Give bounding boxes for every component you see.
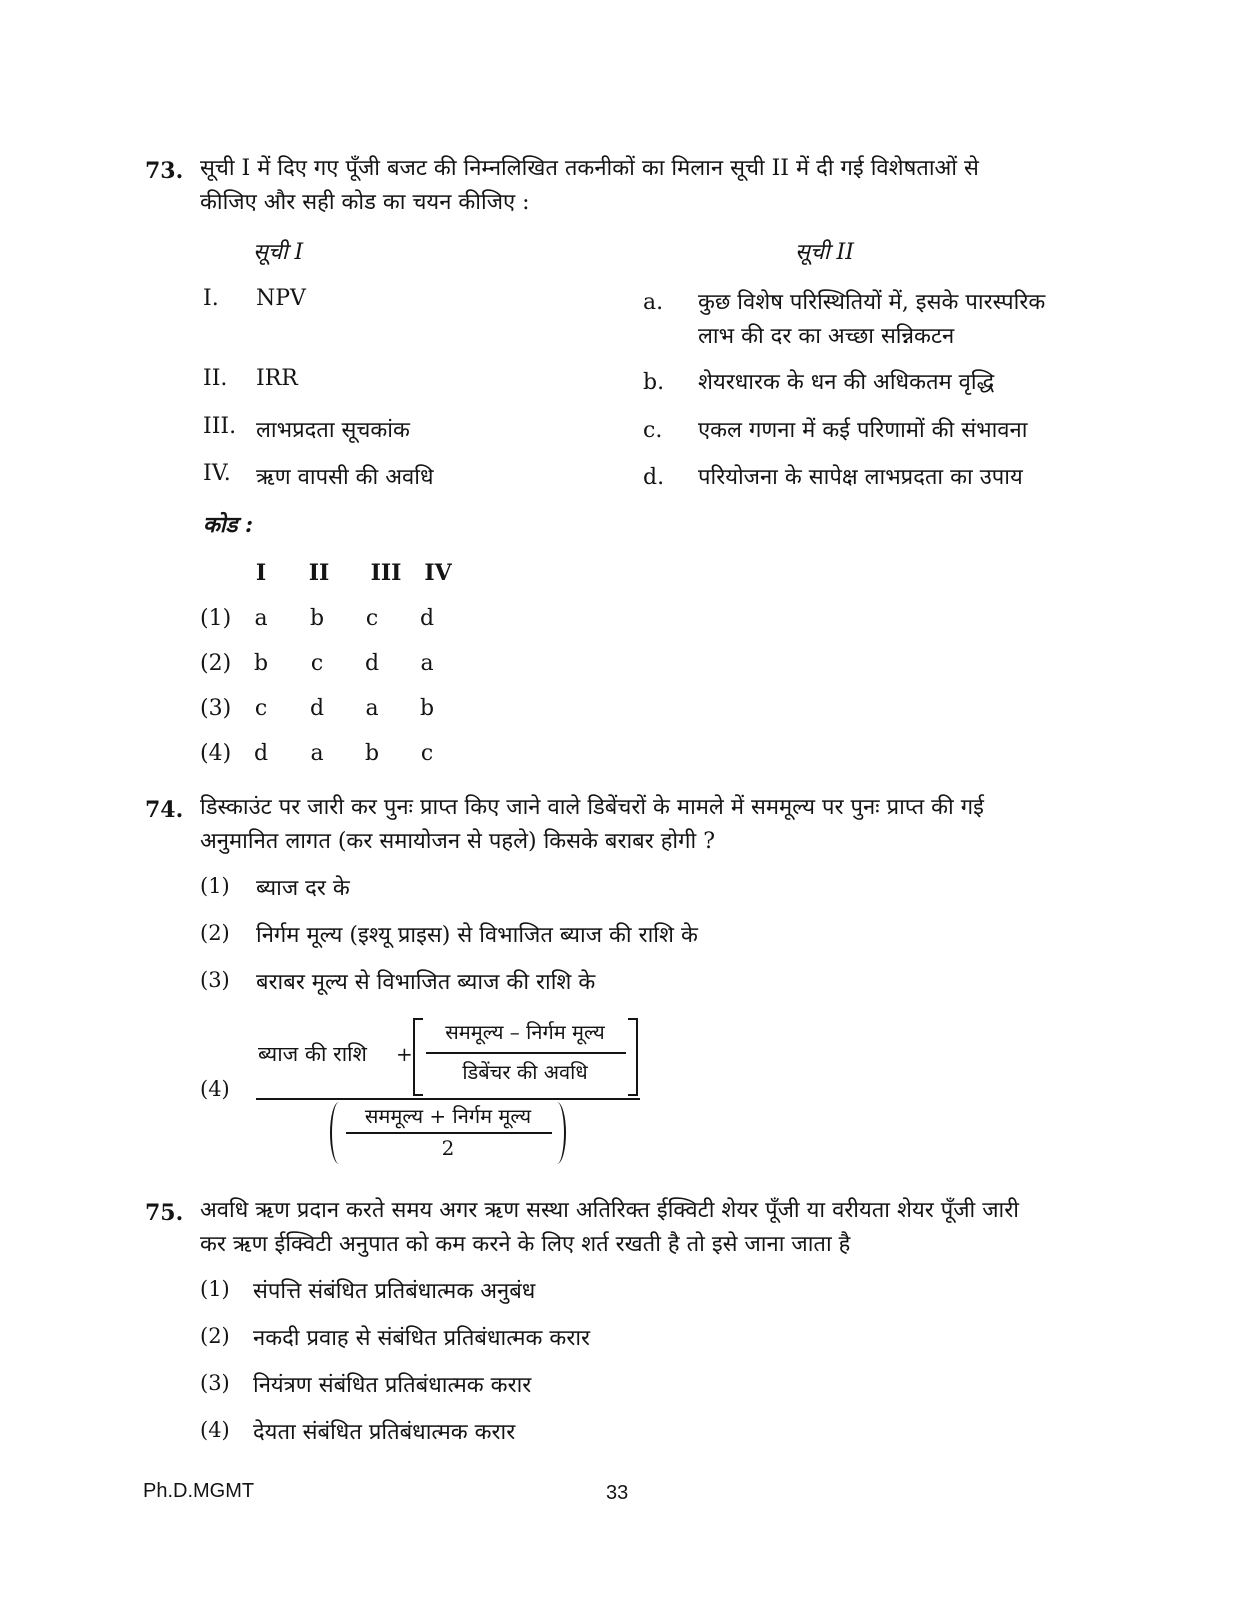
q74-text [200,791,1120,859]
q75-option-label: (3) [200,1371,230,1395]
q75-option-label: (1) [200,1277,230,1301]
list2-item-line: कुछ विशेष परिस्थितियों में, इसके पारस्परिक [698,290,1046,315]
code-cell: a [365,696,379,721]
code-cell: d [364,651,380,676]
formula-denominator-numerator: सममूल्य + निर्गम मूल्य [364,1104,532,1128]
list2-item-letter: c. [643,418,663,443]
q74-option-label: (2) [200,921,230,945]
list1-item-text: ऋण वापसी की अवधि [256,465,434,490]
q73-number: 73. [145,158,184,184]
list2-item-text: परियोजना के सापेक्ष लाभप्रदता का उपाय [698,465,1023,490]
code-header: IV [424,560,452,586]
list2-heading: सूची II [795,240,854,265]
q74-option-text: ब्याज दर के [256,876,350,901]
q75-text-line1: अवधि ऋण प्रदान करते समय अगर ऋण सस्था अतिरिक्त ईक्विटी शेयर पूँजी या वरीयता शेयर पूँजी जारी [200,1198,1019,1223]
formula-plus: + [396,1042,413,1066]
q73-text-line1: सूची I में दिए गए पूँजी बजट की निम्नलिखित तकनीकों का मिलान सूची II में दी गई विशेषताओं से [200,156,979,181]
list1-item-num: II. [203,366,228,391]
q74-option-label: (4) [200,1077,230,1101]
code-cell: c [254,696,268,721]
code-cell: a [420,651,434,676]
q74-option-label: (1) [200,874,230,898]
code-cell: c [420,741,434,766]
q75-option-text: देयता संबंधित प्रतिबंधात्मक करार [253,1420,516,1445]
code-row-label: (4) [200,741,232,766]
formula-inner-numerator: सममूल्य – निर्गम मूल्य [445,1020,605,1044]
code-cell: d [419,606,435,631]
formula-interest-amount: ब्याज की राशि [258,1042,367,1066]
code-row-label: (3) [200,696,232,721]
code-cell: b [309,606,325,631]
formula-denominator-two: 2 [441,1136,455,1160]
code-cell: b [253,651,269,676]
q75-option-label: (2) [200,1324,230,1348]
codes-label: कोड : [203,512,254,538]
list2-item-letter: a. [643,290,664,315]
q74-number: 74. [145,797,184,823]
right-bracket [628,1018,638,1096]
code-row-label: (1) [200,606,232,631]
code-cell: c [365,606,379,631]
q75-option-text: संपत्ति संबंधित प्रतिबंधात्मक अनुबंध [253,1279,536,1304]
formula [256,1010,646,1170]
code-row-label: (2) [200,651,232,676]
list2-item-text: एकल गणना में कई परिणामों की संभावना [698,418,1028,443]
code-cell: d [253,741,269,766]
list1-item-num: IV. [203,461,231,486]
list1-item-text: IRR [256,366,298,391]
q73-text [200,152,1120,220]
list1-item-text: लाभप्रदता सूचकांक [256,418,410,443]
list2-item-text [698,286,1045,354]
code-cell: b [419,696,435,721]
list2-item-text: शेयरधारक के धन की अधिकतम वृद्धि [698,370,995,395]
list1-heading: सूची I [253,240,304,265]
code-cell: c [310,651,324,676]
q74-option-label: (3) [200,968,230,992]
list2-item-letter: b. [643,370,665,395]
code-cell: a [254,606,268,631]
q75-number: 75. [145,1200,184,1226]
code-cell: d [309,696,325,721]
list2-item-letter: d. [643,465,665,490]
code-cell: b [364,741,380,766]
formula-inner-denominator: डिबेंचर की अवधि [462,1060,588,1084]
code-header: I [255,560,267,586]
q74-text-line1: डिस्काउंट पर जारी कर पुनः प्राप्त किए जाने वाले डिबेंचरों के मामले में सममूल्य पर पुनः प्राप्त की गई [200,795,984,820]
q73-text-line2: कीजिए और सही कोड का चयन कीजिए : [200,190,530,215]
list1-item-num: III. [203,414,237,439]
q75-option-text: नियंत्रण संबंधित प्रतिबंधात्मक करार [253,1373,532,1398]
footer-paper-code: Ph.D.MGMT [143,1480,255,1502]
q74-option-text: निर्गम मूल्य (इश्यू प्राइस) से विभाजित ब्याज की राशि के [256,923,698,948]
q75-option-label: (4) [200,1418,230,1442]
list2-item-line: लाभ की दर का अच्छा सन्निकटन [698,324,955,349]
q75-text [200,1194,1120,1262]
list1-item-num: I. [203,286,219,311]
q75-option-text: नकदी प्रवाह से संबंधित प्रतिबंधात्मक करार [253,1326,591,1351]
q75-text-line2: कर ऋण ईक्विटी अनुपात को कम करने के लिए शर्त रखती है तो इसे जाना जाता है [200,1232,851,1257]
code-header: II [308,560,330,586]
main-fraction-line [256,1098,640,1100]
code-header: III [370,560,402,586]
denominator-fraction-line [346,1132,552,1134]
code-cell: a [310,741,324,766]
q74-option-text: बराबर मूल्य से विभाजित ब्याज की राशि के [256,970,596,995]
inner-fraction-line [426,1052,626,1054]
q74-text-line2: अनुमानित लागत (कर समायोजन से पहले) किसके बराबर होगी ? [200,829,715,854]
page-number: 33 [606,1482,629,1504]
list1-item-text: NPV [256,286,306,311]
left-bracket [413,1018,423,1096]
